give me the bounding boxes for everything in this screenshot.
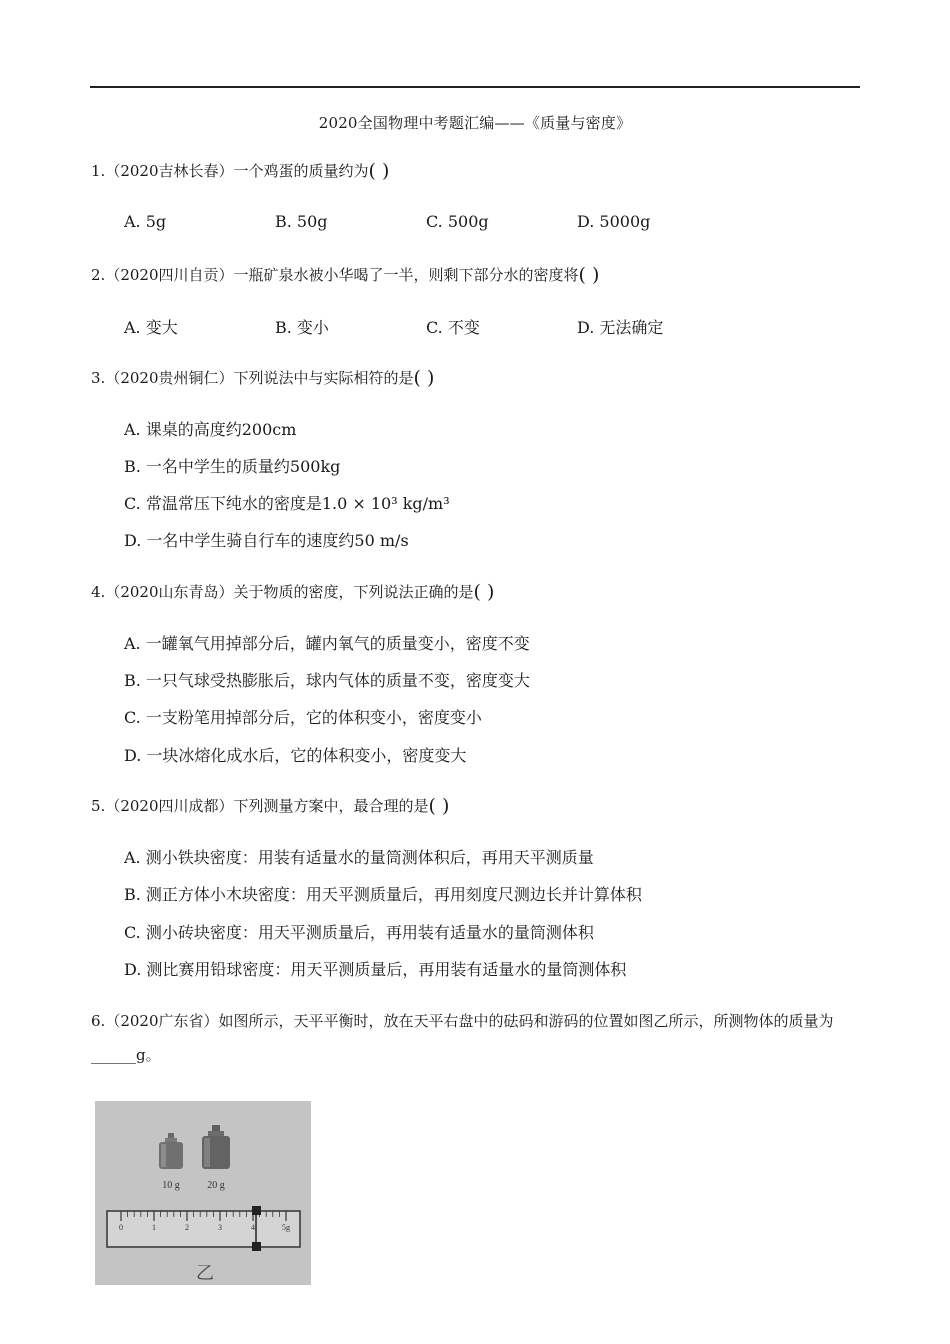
- question-5: [91, 795, 449, 817]
- question-stem: （2020四川成都）下列测量方案中，最合理的是: [105, 797, 429, 815]
- figure-caption: 乙: [196, 1263, 214, 1284]
- question-6: [91, 1004, 861, 1072]
- option-a: A. 一罐氧气用掉部分后，罐内氧气的质量变小，密度不变: [124, 634, 530, 653]
- header-rule: [90, 86, 860, 88]
- scale-label-4: 4: [251, 1223, 255, 1232]
- option-a: A. 变大: [124, 318, 178, 337]
- scale-beam: [107, 1211, 300, 1247]
- option-c: C. 500g: [426, 212, 489, 231]
- scale-label-3: 3: [218, 1223, 222, 1232]
- question-number: 4.: [91, 583, 106, 601]
- answer-paren: ( ): [428, 795, 450, 817]
- option-b: B. 50g: [275, 212, 328, 231]
- options-row-2: [124, 315, 728, 338]
- option-b: B. 一只气球受热膨胀后，球内气体的质量不变，密度变大: [124, 671, 530, 690]
- option-d: D. 测比赛用铅球密度：用天平测质量后，再用装有适量水的量筒测体积: [124, 960, 627, 979]
- weight-20g-label: 20 g: [207, 1180, 225, 1191]
- answer-paren: ( ): [578, 264, 600, 286]
- question-stem: （2020四川自贡）一瓶矿泉水被小华喝了一半，则剩下部分水的密度将: [105, 266, 579, 284]
- question-3: [91, 367, 434, 389]
- question-stem: （2020广东省）如图所示，天平平衡时，放在天平右盘中的砝码和游码的位置如图乙所示，所测物体的质量为______g。: [91, 1012, 834, 1064]
- option-c: C. 测小砖块密度：用天平测质量后，再用装有适量水的量筒测体积: [124, 923, 594, 942]
- question-2: [91, 264, 599, 286]
- balance-figure-svg: [95, 1101, 311, 1285]
- weight-10g-label: 10 g: [162, 1180, 180, 1191]
- question-number: 5.: [91, 797, 106, 815]
- option-b: B. 变小: [275, 318, 329, 337]
- option-b: B. 一名中学生的质量约500kg: [124, 457, 341, 476]
- scale-label-1: 1: [152, 1223, 156, 1232]
- question-4: [91, 581, 494, 603]
- answer-paren: ( ): [473, 581, 495, 603]
- question-number: 6.: [91, 1012, 106, 1030]
- option-c: C. 一支粉笔用掉部分后，它的体积变小，密度变小: [124, 708, 482, 727]
- option-a: A. 课桌的高度约200cm: [124, 420, 297, 439]
- rider-bottom: [252, 1242, 261, 1251]
- option-c: C. 不变: [426, 318, 480, 337]
- option-d: D. 一名中学生骑自行车的速度约50 m/s: [124, 531, 409, 550]
- option-d: D. 5000g: [577, 212, 651, 231]
- balance-figure: [95, 1101, 311, 1285]
- option-c: C. 常温常压下纯水的密度是1.0 × 10³ kg/m³: [124, 494, 450, 513]
- option-d: D. 一块冰熔化成水后，它的体积变小，密度变大: [124, 746, 467, 765]
- question-stem: （2020山东青岛）关于物质的密度，下列说法正确的是: [105, 583, 474, 601]
- page-title: 2020全国物理中考题汇编——《质量与密度》: [318, 114, 632, 132]
- question-1: [91, 160, 389, 182]
- answer-paren: ( ): [368, 160, 390, 182]
- question-number: 1.: [91, 162, 106, 180]
- scale-label-5g: 5g: [282, 1223, 290, 1232]
- question-number: 3.: [91, 369, 106, 387]
- option-a: A. 测小铁块密度：用装有适量水的量筒测体积后，再用天平测质量: [124, 848, 594, 867]
- option-b: B. 测正方体小木块密度：用天平测质量后，再用刻度尺测边长并计算体积: [124, 885, 642, 904]
- option-a: A. 5g: [124, 212, 167, 231]
- rider-top: [252, 1206, 261, 1215]
- photo-background: [95, 1101, 311, 1285]
- option-d: D. 无法确定: [577, 318, 664, 337]
- options-row-1: [124, 212, 728, 231]
- question-number: 2.: [91, 266, 106, 284]
- question-stem: （2020吉林长春）一个鸡蛋的质量约为: [105, 162, 369, 180]
- scale-label-2: 2: [185, 1223, 189, 1232]
- scale-label-0: 0: [119, 1223, 123, 1232]
- question-stem: （2020贵州铜仁）下列说法中与实际相符的是: [105, 369, 414, 387]
- answer-paren: ( ): [413, 367, 435, 389]
